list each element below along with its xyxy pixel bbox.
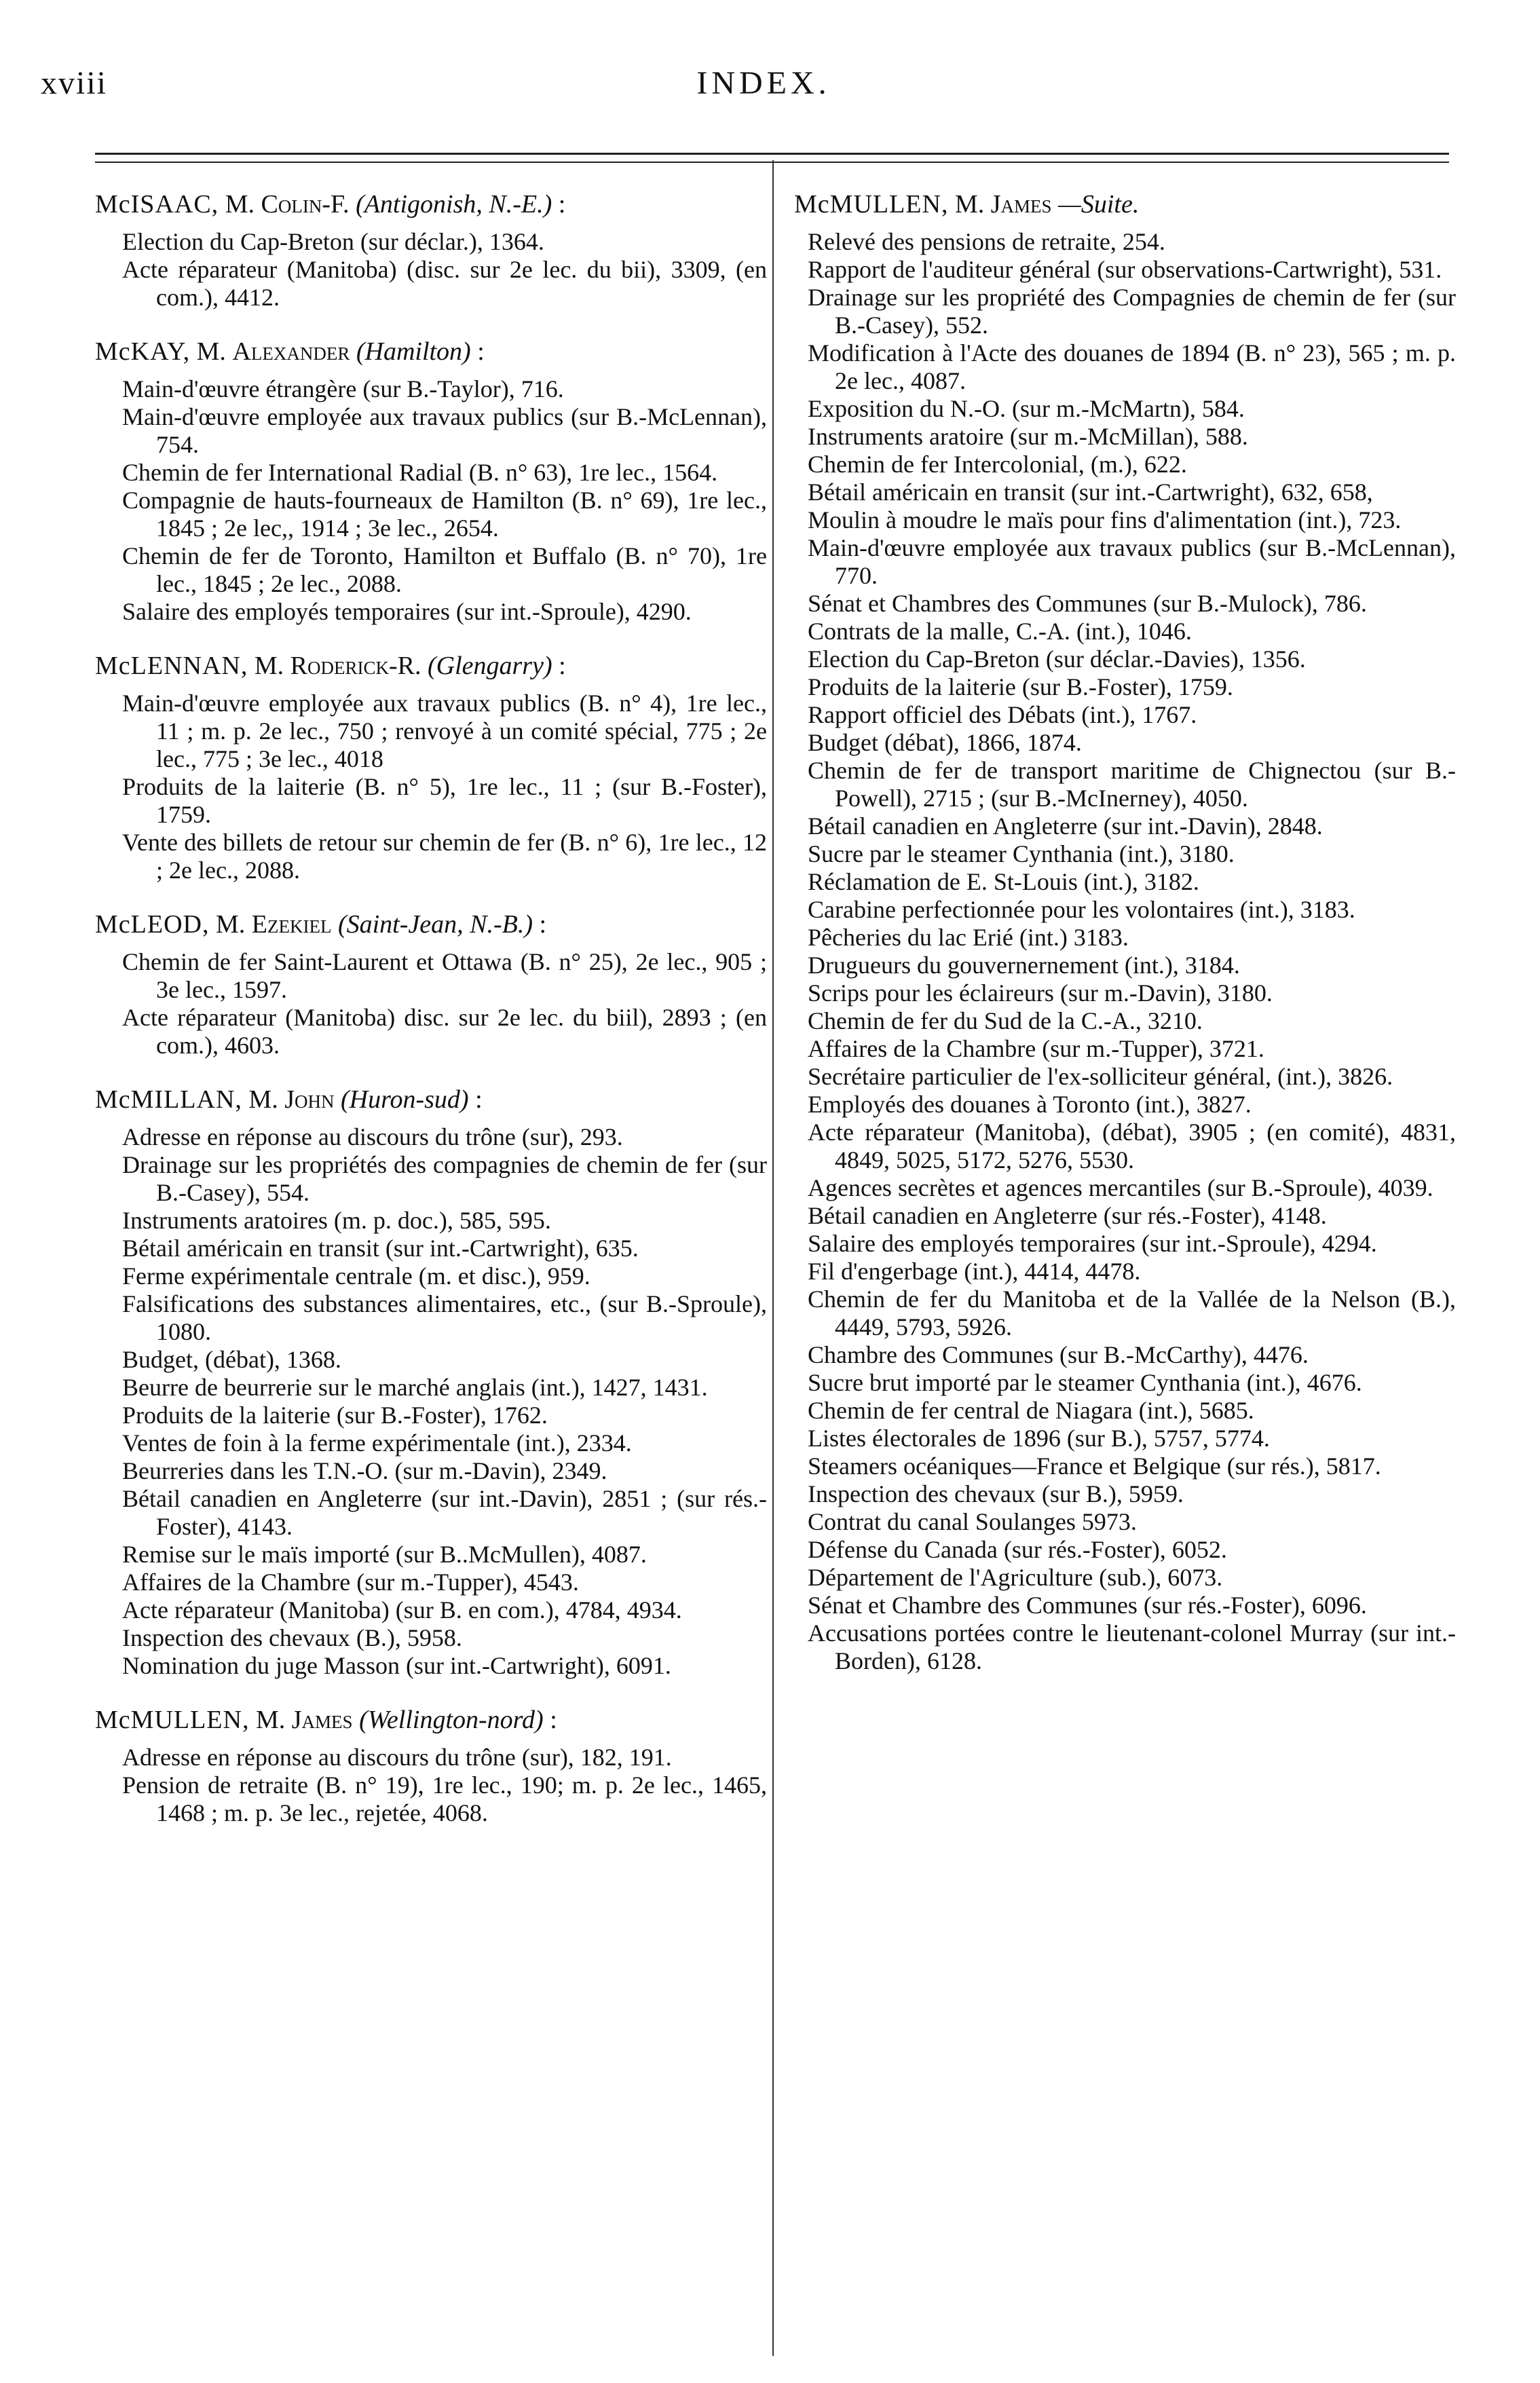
entry-reference: Rapport officiel des Débats (int.), 1767. bbox=[808, 701, 1197, 728]
left-column bbox=[95, 187, 767, 1850]
entry-reference: Modification à l'Acte des douanes de 1894 (B. n° 23), 565 ; m. p. 2e lec., 4087. bbox=[808, 339, 1456, 394]
entry-reference: Sucre brut importé par le steamer Cynthania (int.), 4676. bbox=[808, 1369, 1362, 1396]
member-title: M. bbox=[255, 1706, 286, 1734]
entry-reference: Carabine perfectionnée pour les volontaires (int.), 3183. bbox=[808, 896, 1355, 923]
entry-reference: Beurreries dans les T.N.-O. (sur m.-Davin), 2349. bbox=[122, 1457, 607, 1484]
entry-reference: Adresse en réponse au discours du trône (sur), 293. bbox=[122, 1123, 623, 1150]
member-given-name: John bbox=[284, 1085, 335, 1114]
entry-reference: Bétail canadien en Angleterre (sur rés.-Foster), 4148. bbox=[808, 1202, 1327, 1229]
entry-reference: Exposition du N.-O. (sur m.-McMartn), 584. bbox=[808, 395, 1245, 422]
entry-reference: Ventes de foin à la ferme expérimentale (int.), 2334. bbox=[122, 1429, 632, 1457]
entry-heading bbox=[95, 187, 767, 221]
entry-reference: Salaire des employés temporaires (sur int.-Sproule), 4294. bbox=[808, 1230, 1377, 1257]
member-given-name: James bbox=[990, 190, 1052, 219]
member-title: M. bbox=[196, 337, 226, 366]
entry-reference: Relevé des pensions de retraite, 254. bbox=[808, 228, 1165, 255]
entry-reference: Drainage sur les propriété des Compagnies de chemin de fer (sur B.-Casey), 552. bbox=[808, 284, 1456, 339]
entry-reference: Agences secrètes et agences mercantiles (sur B.-Sproule), 4039. bbox=[808, 1174, 1433, 1201]
entry-reference: Inspection des chevaux (sur B.), 5959. bbox=[808, 1480, 1184, 1507]
entry-reference: Acte réparateur (Manitoba) (sur B. en com.), 4784, 4934. bbox=[122, 1596, 682, 1624]
entry-heading bbox=[95, 335, 767, 369]
member-riding: (Glengarry) bbox=[428, 652, 552, 680]
entry-reference: Election du Cap-Breton (sur déclar.), 1364. bbox=[122, 228, 544, 255]
entry-reference: Chemin de fer International Radial (B. n° 63), 1re lec., 1564. bbox=[122, 459, 718, 486]
entry-reference: Scrips pour les éclaireurs (sur m.-Davin), 3180. bbox=[808, 979, 1273, 1007]
member-riding: (Antigonish, N.-E.) bbox=[356, 190, 552, 219]
entry-reference: Instruments aratoires (m. p. doc.), 585, 595. bbox=[122, 1207, 551, 1234]
member-surname: McMULLEN, bbox=[95, 1706, 250, 1734]
entry-reference: Steamers océaniques—France et Belgique (sur rés.), 5817. bbox=[808, 1452, 1381, 1480]
entry-reference: Chemin de fer central de Niagara (int.), 5685. bbox=[808, 1397, 1254, 1424]
page-header bbox=[41, 64, 1486, 119]
index-entry bbox=[95, 907, 767, 1059]
entry-reference: Employés des douanes à Toronto (int.), 3827. bbox=[808, 1091, 1252, 1118]
member-given-name: Alexander bbox=[232, 337, 350, 366]
entry-reference: Défense du Canada (sur rés.-Foster), 6052. bbox=[808, 1536, 1227, 1563]
entry-reference: Nomination du juge Masson (sur int.-Cartwright), 6091. bbox=[122, 1652, 671, 1679]
entry-reference: Sénat et Chambre des Communes (sur rés.-Foster), 6096. bbox=[808, 1592, 1367, 1619]
entry-reference: Adresse en réponse au discours du trône (sur), 182, 191. bbox=[122, 1744, 672, 1771]
entry-reference: Listes électorales de 1896 (sur B.), 5757, 5774. bbox=[808, 1425, 1270, 1452]
member-surname: McLENNAN, bbox=[95, 652, 248, 680]
member-given-name: Ezekiel bbox=[251, 910, 332, 939]
entry-reference: Drugueurs du gouvernernement (int.), 3184. bbox=[808, 952, 1240, 979]
member-riding: (Huron-sud) bbox=[341, 1085, 469, 1114]
entry-reference: Affaires de la Chambre (sur m.-Tupper), 4543. bbox=[122, 1569, 579, 1596]
entry-reference: Remise sur le maïs importé (sur B..McMullen), 4087. bbox=[122, 1541, 647, 1568]
entry-reference: Chambre des Communes (sur B.-McCarthy), 4476. bbox=[808, 1341, 1309, 1368]
member-surname: McISAAC, bbox=[95, 190, 219, 219]
index-entry bbox=[95, 649, 767, 884]
entry-reference: Contrats de la malle, C.-A. (int.), 1046. bbox=[808, 618, 1192, 645]
entry-reference: Chemin de fer Intercolonial, (m.), 622. bbox=[808, 451, 1187, 478]
entry-reference: Contrat du canal Soulanges 5973. bbox=[808, 1508, 1137, 1535]
entry-reference: Produits de la laiterie (sur B.-Foster), 1762. bbox=[122, 1402, 548, 1429]
entry-reference: Moulin à moudre le maïs pour fins d'alimentation (int.), 723. bbox=[808, 506, 1402, 533]
member-riding: (Wellington-nord) bbox=[359, 1706, 544, 1734]
entry-reference: Main-d'œuvre employée aux travaux publics (sur B.-McLennan), 770. bbox=[808, 534, 1456, 589]
entry-reference: Instruments aratoire (sur m.-McMillan), 588. bbox=[808, 423, 1248, 450]
member-title: M. bbox=[254, 652, 284, 680]
entry-reference: Rapport de l'auditeur général (sur observations-Cartwright), 531. bbox=[808, 256, 1442, 283]
entry-reference: Chemin de fer de transport maritime de Chignectou (sur B.-Powell), 2715 ; (sur B.-McInerney), 4050. bbox=[808, 757, 1456, 812]
entry-reference: Secrétaire particulier de l'ex-solliciteur général, (int.), 3826. bbox=[808, 1063, 1393, 1090]
entry-reference: Chemin de fer de Toronto, Hamilton et Buffalo (B. n° 70), 1re lec., 1845 ; 2e lec., 2088. bbox=[122, 542, 767, 597]
entry-reference: Budget, (débat), 1368. bbox=[122, 1346, 341, 1373]
member-surname: McKAY, bbox=[95, 337, 191, 366]
member-riding: (Hamilton) bbox=[356, 337, 471, 366]
entry-reference: Chemin de fer du Manitoba et de la Vallée de la Nelson (B.), 4449, 5793, 5926. bbox=[808, 1286, 1456, 1340]
entry-reference: Produits de la laiterie (sur B.-Foster), 1759. bbox=[808, 673, 1233, 700]
entry-reference: Département de l'Agriculture (sub.), 6073. bbox=[808, 1564, 1223, 1591]
entry-reference: Main-d'œuvre employée aux travaux publics (sur B.-McLennan), 754. bbox=[122, 403, 767, 458]
entry-reference: Pension de retraite (B. n° 19), 1re lec., 190; m. p. 2e lec., 1465, 1468 ; m. p. 3e lec., rejetée, 4068. bbox=[122, 1771, 767, 1826]
entry-reference: Acte réparateur (Manitoba), (débat), 3905 ; (en comité), 4831, 4849, 5025, 5172, 5276, 5530. bbox=[808, 1119, 1456, 1174]
entry-reference: Acte réparateur (Manitoba) (disc. sur 2e lec. du bii), 3309, (en com.), 4412. bbox=[122, 256, 767, 311]
page-number: xviii bbox=[41, 65, 108, 101]
member-surname: McMILLAN, bbox=[95, 1085, 242, 1114]
entry-reference: Bétail canadien en Angleterre (sur int.-Davin), 2851 ; (sur rés.-Foster), 4143. bbox=[122, 1485, 767, 1540]
entry-reference: Pêcheries du lac Erié (int.) 3183. bbox=[808, 924, 1129, 951]
right-column bbox=[794, 187, 1456, 1698]
index-entry bbox=[794, 187, 1456, 1675]
heading-suffix: : bbox=[470, 337, 485, 366]
entry-heading bbox=[95, 1083, 767, 1117]
member-title: M. bbox=[248, 1085, 278, 1114]
index-entry bbox=[95, 335, 767, 626]
entry-reference: Drainage sur les propriétés des compagnies de chemin de fer (sur B.-Casey), 554. bbox=[122, 1151, 767, 1206]
member-given-name: James bbox=[291, 1706, 353, 1734]
entry-reference: Produits de la laiterie (B. n° 5), 1re lec., 11 ; (sur B.-Foster), 1759. bbox=[122, 773, 767, 828]
entry-reference: Beurre de beurrerie sur le marché anglais (int.), 1427, 1431. bbox=[122, 1374, 708, 1401]
entry-reference: Bétail américain en transit (sur int.-Cartwright), 635. bbox=[122, 1235, 639, 1262]
member-title: M. bbox=[954, 190, 985, 219]
index-entry bbox=[95, 1083, 767, 1680]
index-entry bbox=[95, 1703, 767, 1827]
entry-reference: Accusations portées contre le lieutenant-colonel Murray (sur int.-Borden), 6128. bbox=[808, 1619, 1456, 1674]
entry-reference: Affaires de la Chambre (sur m.-Tupper), 3721. bbox=[808, 1035, 1264, 1062]
entry-reference: Ferme expérimentale centrale (m. et disc.), 959. bbox=[122, 1262, 590, 1290]
entry-heading bbox=[95, 1703, 767, 1737]
entry-reference: Budget (débat), 1866, 1874. bbox=[808, 729, 1082, 756]
entry-reference: Bétail canadien en Angleterre (sur int.-Davin), 2848. bbox=[808, 812, 1323, 840]
entry-reference: Inspection des chevaux (B.), 5958. bbox=[122, 1624, 462, 1651]
entry-heading bbox=[95, 907, 767, 941]
entry-reference: Sucre par le steamer Cynthania (int.), 3180. bbox=[808, 840, 1235, 867]
member-surname: McLEOD, bbox=[95, 910, 210, 939]
entry-reference: Main-d'œuvre employée aux travaux publics (B. n° 4), 1re lec., 11 ; m. p. 2e lec., 750 ; renvoyé à un comité spécial, 775 ; 2e lec., 775 ; 3e lec., 4018 bbox=[122, 690, 767, 772]
member-surname: McMULLEN, bbox=[794, 190, 949, 219]
column-divider bbox=[772, 160, 774, 2356]
entry-reference: Sénat et Chambres des Communes (sur B.-Mulock), 786. bbox=[808, 590, 1367, 617]
entry-reference: Falsifications des substances alimentaires, etc., (sur B.-Sproule), 1080. bbox=[122, 1290, 767, 1345]
entry-heading bbox=[794, 187, 1456, 221]
header-rule bbox=[95, 153, 1449, 155]
entry-reference: Election du Cap-Breton (sur déclar.-Davies), 1356. bbox=[808, 645, 1306, 673]
entry-reference: Compagnie de hauts-fourneaux de Hamilton (B. n° 69), 1re lec., 1845 ; 2e lec,, 1914 ; 3e lec., 2654. bbox=[122, 487, 767, 542]
member-riding: —Suite. bbox=[1058, 190, 1140, 219]
entry-reference: Acte réparateur (Manitoba) disc. sur 2e lec. du biil), 2893 ; (en com.), 4603. bbox=[122, 1004, 767, 1059]
member-title: M. bbox=[225, 190, 255, 219]
entry-reference: Salaire des employés temporaires (sur int.-Sproule), 4290. bbox=[122, 598, 692, 625]
member-given-name: Roderick-R. bbox=[290, 652, 421, 680]
entry-reference: Main-d'œuvre étrangère (sur B.-Taylor), 716. bbox=[122, 375, 564, 402]
heading-suffix: : bbox=[532, 910, 547, 939]
heading-suffix: : bbox=[552, 652, 566, 680]
member-title: M. bbox=[215, 910, 246, 939]
heading-suffix: : bbox=[552, 190, 566, 219]
heading-suffix: : bbox=[468, 1085, 483, 1114]
member-given-name: Colin-F. bbox=[261, 190, 350, 219]
index-entry bbox=[95, 187, 767, 312]
entry-reference: Fil d'engerbage (int.), 4414, 4478. bbox=[808, 1258, 1141, 1285]
member-riding: (Saint-Jean, N.-B.) bbox=[337, 910, 533, 939]
heading-suffix: : bbox=[543, 1706, 557, 1734]
page-title: INDEX. bbox=[696, 65, 831, 101]
entry-reference: Vente des billets de retour sur chemin de fer (B. n° 6), 1re lec., 12 ; 2e lec., 2088. bbox=[122, 829, 767, 884]
entry-reference: Réclamation de E. St-Louis (int.), 3182. bbox=[808, 868, 1199, 895]
entry-reference: Chemin de fer Saint-Laurent et Ottawa (B. n° 25), 2e lec., 905 ; 3e lec., 1597. bbox=[122, 948, 767, 1003]
entry-heading bbox=[95, 649, 767, 683]
entry-reference: Chemin de fer du Sud de la C.-A., 3210. bbox=[808, 1007, 1203, 1034]
entry-reference: Bétail américain en transit (sur int.-Cartwright), 632, 658, bbox=[808, 479, 1373, 506]
